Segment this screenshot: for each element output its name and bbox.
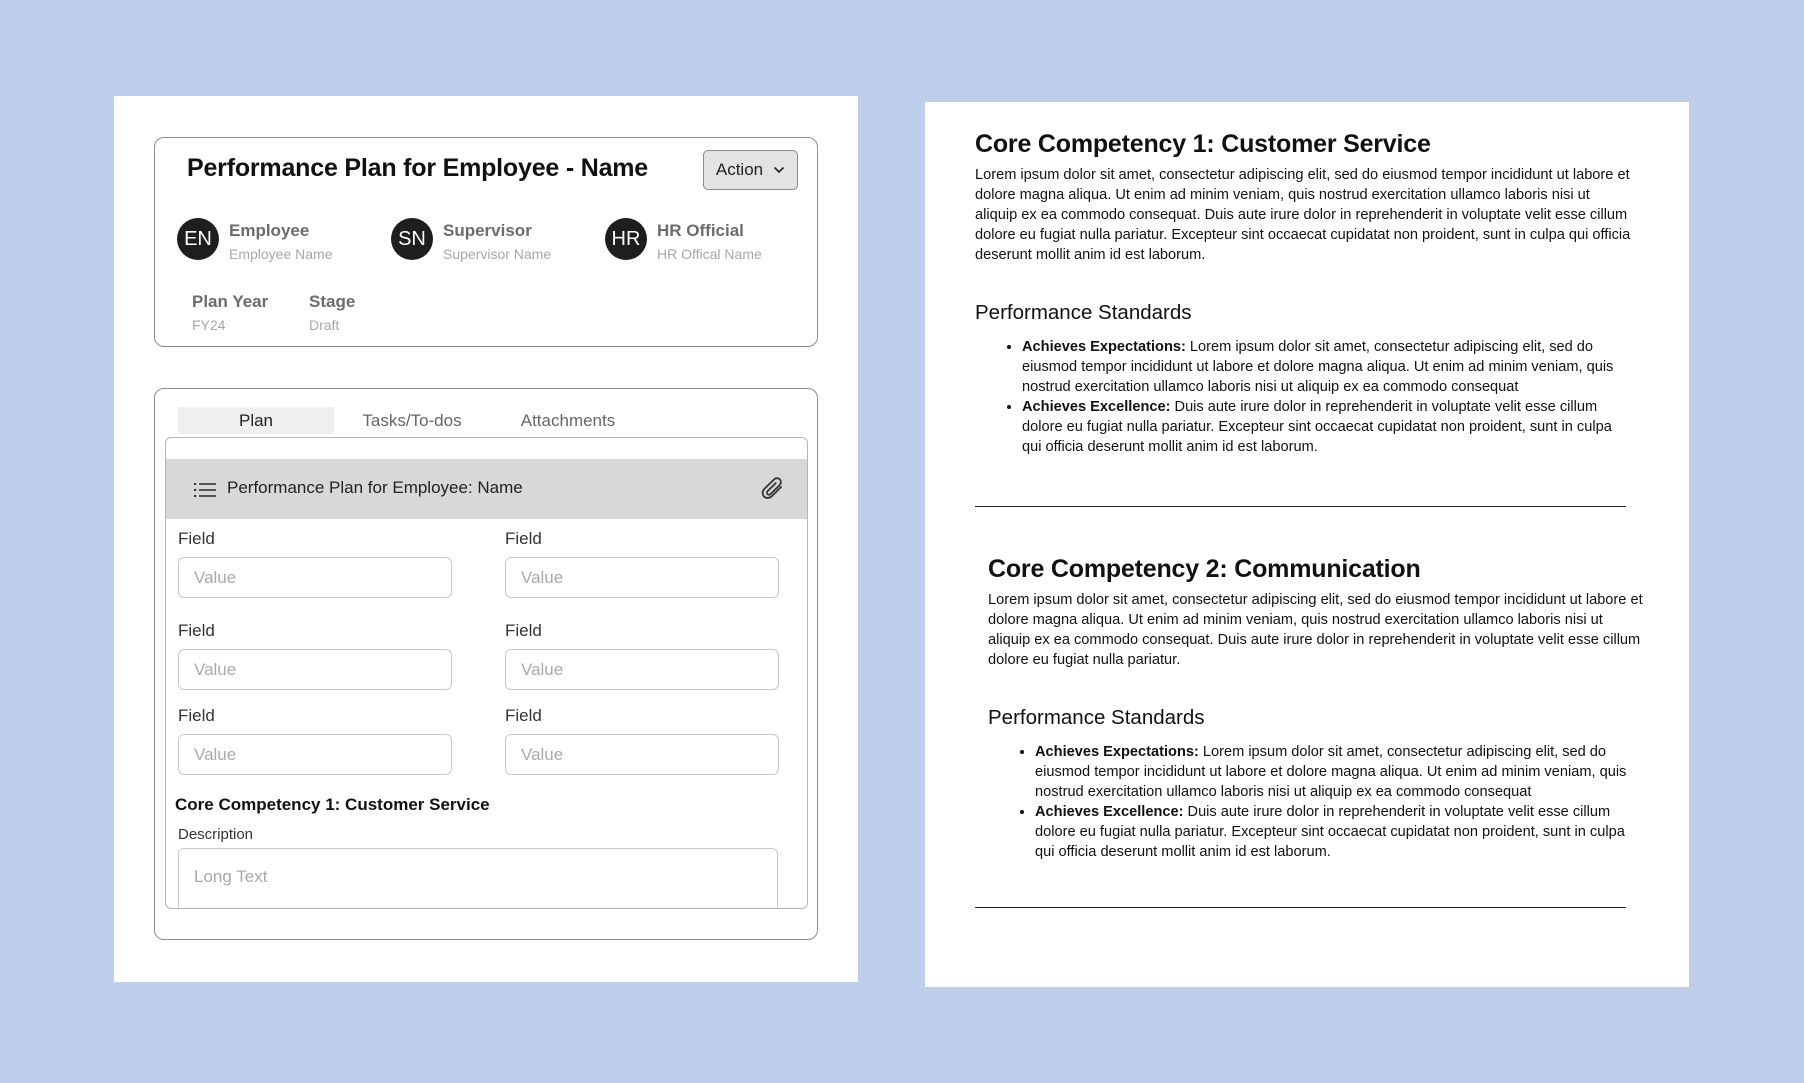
section-title: Performance Plan for Employee: Name	[227, 478, 523, 497]
field-input[interactable]: Value	[178, 734, 452, 775]
plan-editor-panel	[114, 96, 858, 982]
list-item	[1035, 742, 1648, 802]
avatar: EN	[177, 218, 219, 260]
standard-text: Duis aute irure dolor in reprehenderit in voluptate velit esse cillum dolore eu fugiat nulla pariatur. Excepteur sint occaecat cupidatat non proident, sunt in culpa qui officia deserunt mollit anim id est laborum.	[1035, 804, 1625, 860]
list-item	[1022, 337, 1635, 397]
person-role: HR Official	[657, 221, 744, 240]
field-label: Field	[505, 621, 542, 640]
standards-list	[988, 742, 1648, 862]
stage	[309, 292, 355, 333]
list-icon[interactable]	[194, 481, 216, 499]
tab-plan[interactable]: Plan	[178, 407, 334, 434]
standards-heading: Performance Standards	[975, 301, 1192, 324]
person-name: Supervisor Name	[443, 246, 552, 262]
person-name: HR Offical Name	[657, 246, 762, 262]
standard-label: Achieves Excellence:	[1035, 804, 1184, 820]
tab-bar	[178, 407, 646, 434]
field-label: Field	[505, 706, 542, 725]
paperclip-icon[interactable]	[761, 476, 785, 502]
competency-heading: Core Competency 1: Customer Service	[975, 130, 1431, 158]
plan-body-card	[154, 388, 818, 940]
page-title: Performance Plan for Employee - Name	[187, 154, 649, 182]
divider	[975, 907, 1626, 908]
list-item	[1035, 802, 1648, 862]
chevron-down-icon	[773, 166, 785, 174]
divider	[975, 506, 1626, 507]
description-textarea[interactable]: Long Text	[178, 848, 778, 909]
standard-text: Lorem ipsum dolor sit amet, consectetur adipiscing elit, sed do eiusmod tempor incididunt ut labore et dolore magna aliqua. Ut enim ad minim veniam, quis nostrud exercitation ullamco laboris nisi ut aliquip ex ea commodo consequat	[1035, 744, 1627, 800]
standard-text: Duis aute irure dolor in reprehenderit in voluptate velit esse cillum dolore eu fugiat nulla pariatur. Excepteur sint occaecat cupidatat non proident, sunt in culpa qui officia deserunt mollit anim id est laborum.	[1022, 399, 1612, 455]
standards-heading: Performance Standards	[988, 706, 1205, 729]
competency-paragraph: Lorem ipsum dolor sit amet, consectetur adipiscing elit, sed do eiusmod tempor incididunt ut labore et dolore magna aliqua. Ut enim ad minim veniam, quis nostrud exercitation ullamco laboris nisi ut aliquip ex ea commodo consequat. Duis aute irure dolor in reprehenderit in voluptate velit esse cillum dolore eu fugiat nulla pariatur. Excepteur sint occaecat cupidatat non proident, sunt in culpa qui officia deserunt mollit anim id est laborum.	[975, 167, 1631, 263]
action-button[interactable]	[703, 150, 798, 190]
avatar: SN	[391, 218, 433, 260]
field-input[interactable]: Value	[505, 734, 779, 775]
action-button-label: Action	[715, 160, 764, 179]
field-input[interactable]: Value	[178, 649, 452, 690]
field-label: Field	[178, 529, 215, 548]
person-employee	[177, 218, 333, 262]
competency-section	[975, 130, 1635, 457]
competency-section	[988, 555, 1648, 862]
field-input[interactable]: Value	[178, 557, 452, 598]
stage-label: Stage	[309, 292, 356, 311]
person-role: Employee	[229, 221, 310, 240]
standards-list	[975, 337, 1635, 457]
field-label: Field	[505, 529, 542, 548]
avatar: HR	[605, 218, 647, 260]
standard-text: Lorem ipsum dolor sit amet, consectetur adipiscing elit, sed do eiusmod tempor incididunt ut labore et dolore magna aliqua. Ut enim ad minim veniam, quis nostrud exercitation ullamco laboris nisi ut aliquip ex ea commodo consequat	[1022, 339, 1614, 395]
standard-label: Achieves Expectations:	[1035, 744, 1199, 760]
competency-paragraph: Lorem ipsum dolor sit amet, consectetur adipiscing elit, sed do eiusmod tempor incididunt ut labore et dolore magna aliqua. Ut enim ad minim veniam, quis nostrud exercitation ullamco laboris nisi ut aliquip ex ea commodo consequat. Duis aute irure dolor in reprehenderit in voluptate velit esse cillum dolore eu fugiat nulla pariatur.	[988, 592, 1643, 668]
person-role: Supervisor	[443, 221, 532, 240]
plan-year-value: FY24	[192, 317, 226, 333]
competency-heading: Core Competency 2: Communication	[988, 555, 1421, 583]
standard-label: Achieves Excellence:	[1022, 399, 1171, 415]
field-input[interactable]: Value	[505, 649, 779, 690]
tab-tasks[interactable]: Tasks/To-dos	[362, 410, 462, 430]
plan-year	[192, 292, 268, 333]
field-label: Field	[178, 706, 215, 725]
field-input[interactable]: Value	[505, 557, 779, 598]
person-supervisor	[391, 218, 551, 262]
plan-header-card	[154, 137, 818, 347]
section-header	[166, 459, 807, 519]
person-name: Employee Name	[229, 246, 333, 262]
field-label: Field	[178, 621, 215, 640]
list-item	[1022, 397, 1635, 457]
description-label: Description	[178, 826, 254, 843]
competency-document	[925, 102, 1689, 987]
plan-year-label: Plan Year	[192, 292, 269, 311]
stage-value: Draft	[309, 317, 340, 333]
plan-form	[165, 437, 808, 909]
competency-title: Core Competency 1: Customer Service	[175, 795, 490, 814]
tab-attachments[interactable]: Attachments	[520, 410, 616, 430]
person-hr-official	[605, 218, 762, 262]
standard-label: Achieves Expectations:	[1022, 339, 1186, 355]
